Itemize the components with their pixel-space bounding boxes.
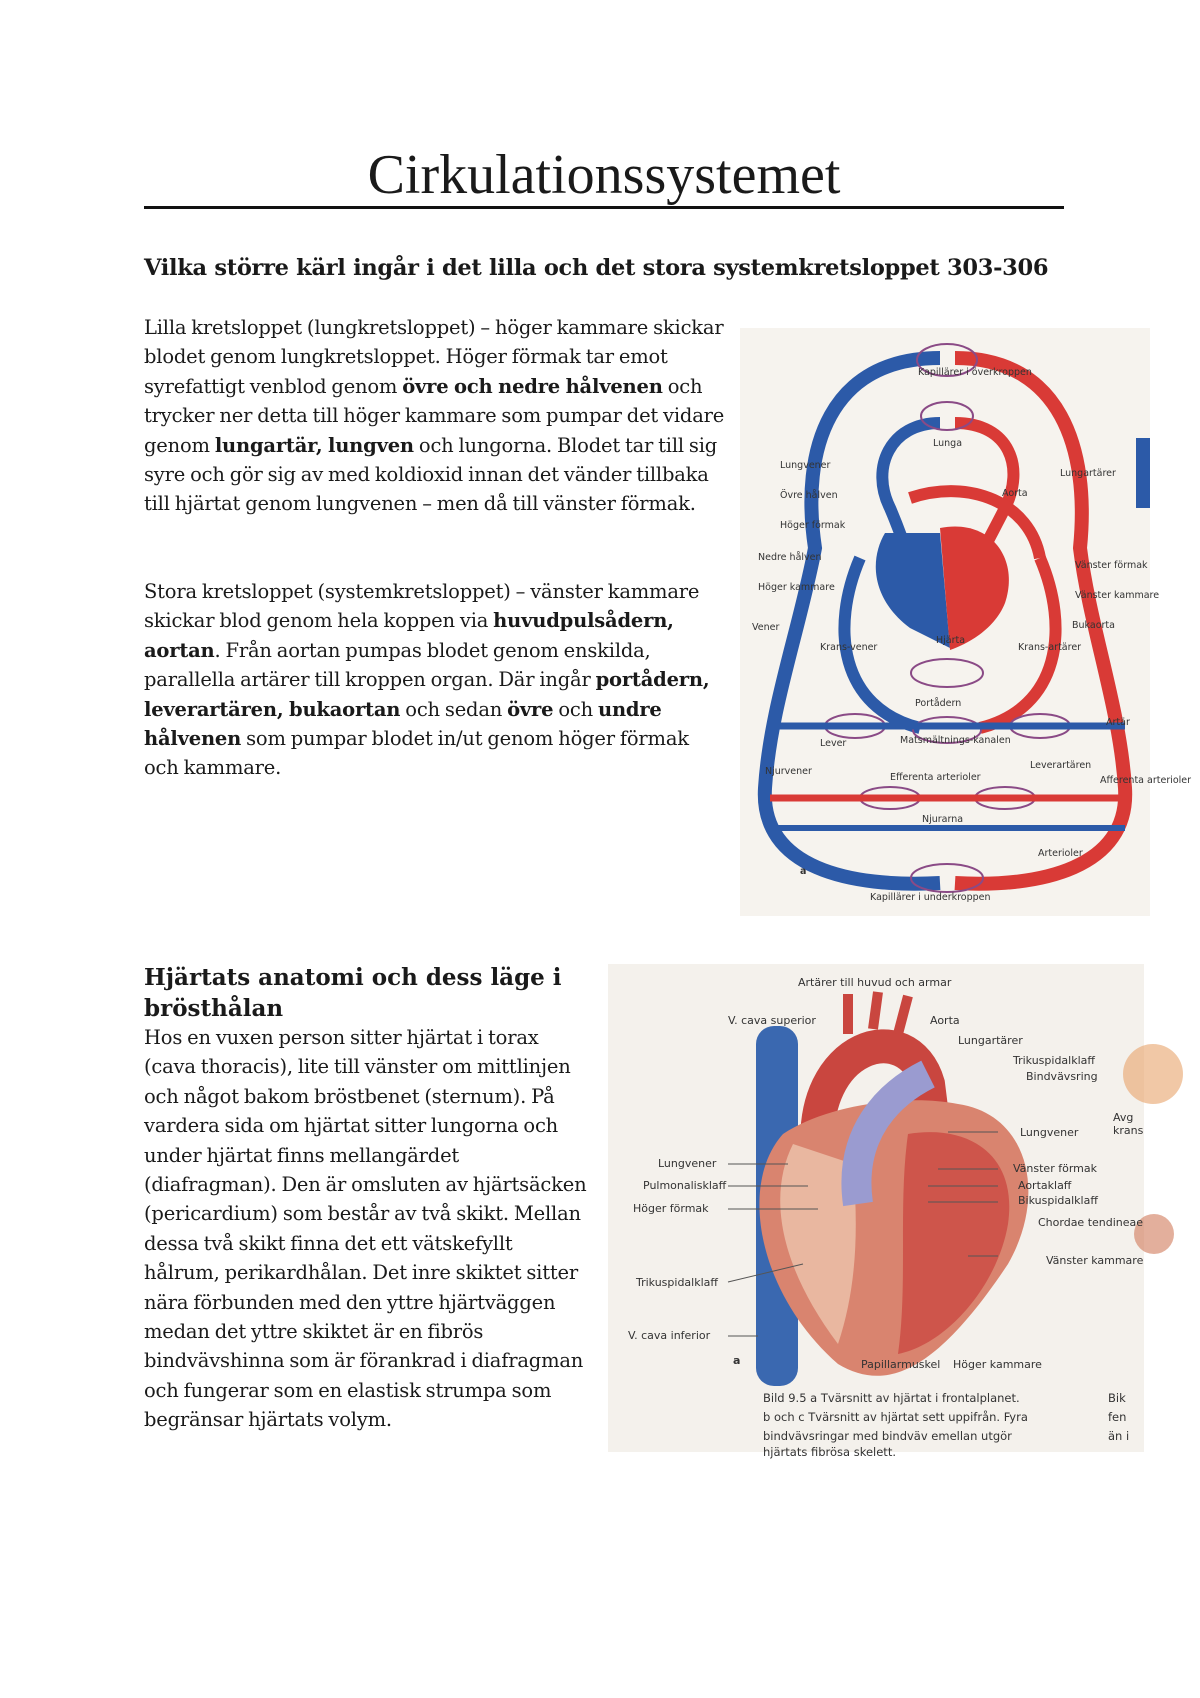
heart-anatomy-diagram (608, 964, 1144, 1459)
label-chordae: Chordae tendineae (1038, 1216, 1144, 1229)
label-kransartarer: Krans-artärer (1018, 642, 1082, 653)
title-divider (144, 206, 1064, 209)
label-afferenta: Afferenta arterioler (1100, 775, 1192, 786)
label-lungartarer: Lungartärer (1060, 468, 1116, 479)
label-hjarta: Hjärta (936, 635, 966, 646)
label-lunga: Lunga (933, 438, 963, 449)
label-matsmaltning: Matsmältnings-kanalen (900, 735, 1011, 746)
label-kapillar-over: Kapillärer i överkroppen (918, 367, 1032, 378)
label-portadern: Portådern (915, 698, 962, 709)
label-bikuspidalklaff: Bikuspidalklaff (1018, 1194, 1098, 1207)
bold-run: övre och nedre hålvenen (402, 374, 663, 398)
label-vanster-kammare: Vänster kammare (1046, 1254, 1144, 1267)
circulation-svg (740, 328, 1192, 916)
label-ovre-halven: Övre hålven (780, 490, 838, 501)
label-arterioler: Arterioler (1038, 848, 1083, 859)
label-lungvener: Lungvener (780, 460, 831, 471)
caption-line-4: hjärtats fibrösa skelett. (763, 1445, 896, 1459)
section2-heading: Hjärtats anatomi och dess läge i brösthålan (144, 964, 562, 1022)
section1-heading: Vilka större kärl ingår i det lilla och det stora systemkretsloppet 303-306 (144, 255, 1049, 281)
text-run: Lilla kretsloppet (lungkretsloppet) – höger kammare skickar blodet genom lungkretsloppet. Höger förmak tar emot syrefattigt venblod genom (144, 316, 724, 398)
circulation-diagram (740, 328, 1192, 916)
label-vener: Vener (752, 622, 780, 633)
bold-run: huvudpulsådern, aortan (144, 609, 674, 662)
label-pulmonalisklaff: Pulmonalisklaff (643, 1179, 727, 1192)
text-run: som pumpar blodet in/ut genom höger förmak och kammare. (144, 727, 689, 780)
label-avg: Avg (1113, 1111, 1134, 1124)
text-run: och sedan (400, 697, 508, 721)
label-bukaorta: Bukaorta (1072, 620, 1115, 631)
label-efferenta: Efferenta arterioler (890, 772, 981, 783)
edge-blue-tab (1136, 438, 1150, 508)
label-artarer-huvud: Artärer till huvud och armar (798, 976, 952, 989)
bold-run: undre hålvenen (144, 697, 662, 751)
label-hoger-formak: Höger förmak (780, 520, 846, 531)
label-krans: krans (1113, 1124, 1144, 1137)
side-caption-1: Bik (1108, 1391, 1126, 1405)
bold-run: övre (507, 697, 554, 721)
label-vanster-formak: Vänster förmak (1075, 560, 1148, 571)
text-run: och trycker ner detta till höger kammare som pumpar det vidare genom (144, 374, 725, 457)
label-papillarmuskel: Papillarmuskel (861, 1358, 941, 1371)
label-njurarna: Njurarna (922, 814, 964, 825)
page-title: Cirkulationssystemet (367, 144, 841, 206)
label-artar: Artär (1106, 717, 1130, 728)
text-run: Stora kretsloppet (systemkretsloppet) – vänster kammare skickar blod genom hela koppen via (144, 580, 700, 633)
label-lungartarer: Lungartärer (958, 1034, 1023, 1047)
label-vanster-kammare: Vänster kammare (1075, 590, 1160, 601)
label-vcava-sup: V. cava superior (728, 1014, 816, 1027)
text-run: och (553, 697, 598, 721)
label-a: a (800, 866, 807, 877)
label-hoger-formak: Höger förmak (633, 1202, 709, 1215)
label-nedre-halven: Nedre hålven (758, 552, 822, 563)
label-aorta: Aorta (930, 1014, 960, 1027)
label-trikuspidalklaff-top: Trikuspidalklaff (1013, 1054, 1095, 1067)
label-aorta: Aorta (1002, 488, 1028, 499)
label-vcava-inf: V. cava inferior (628, 1329, 711, 1342)
section2-paragraph: Hos en vuxen person sitter hjärtat i torax (cava thoracis), lite till vänster om mittlinjen och något bakom bröstbenet (sternum). På vardera sida om hjärtat sitter lungorna och under hjärtat finns mellangärdet (diafragman). Den är omsluten av hjärtsäcken (pericardium) som består av två skikt. Mellan dessa två skikt finna det ett vätskefyllt hålrum, perikardhålan. Det inre skiktet sitter nära förbunden med den yttre hjärtväggen medan det yttre skiktet är en fibrös bindvävshinna som är förankrad i diafragman och fungerar som en elastisk strumpa som begränsar hjärtats volym. (144, 1026, 587, 1432)
label-lever: Lever (820, 738, 847, 749)
bold-run: portådern, leverartären, bukaortan (144, 668, 710, 721)
label-hoger-kammare: Höger kammare (953, 1358, 1042, 1371)
side-caption-3: än i (1108, 1429, 1130, 1443)
text-run: och lungorna. Blodet tar till sig syre och gör sig av med koldioxid innan det vänder tillbaka till hjärtat genom lungvenen – men då till vänster förmak. (144, 433, 718, 516)
label-vanster-formak: Vänster förmak (1013, 1162, 1097, 1175)
label-lungvener-right: Lungvener (1020, 1126, 1079, 1139)
caption-line-3: bindvävsringar med bindväv emellan utgör (763, 1429, 1012, 1443)
bold-run: lungartär, lungven (214, 433, 414, 457)
label-kapillar-under: Kapillärer i underkroppen (870, 892, 991, 903)
section1-paragraph-2 (144, 577, 724, 783)
label-kransvener: Krans-vener (820, 642, 878, 653)
label-bindvavsring: Bindvävsring (1026, 1070, 1098, 1083)
label-lungvener-left: Lungvener (658, 1157, 717, 1170)
label-aortaklaff: Aortaklaff (1018, 1179, 1072, 1192)
label-trikuspidalklaff: Trikuspidalklaff (636, 1276, 718, 1289)
caption-line-2: b och c Tvärsnitt av hjärtat sett uppifrån. Fyra (763, 1410, 1028, 1424)
neighbor-figure-fragment (1123, 1044, 1183, 1104)
label-a: a (733, 1354, 741, 1367)
section1-paragraph-1 (144, 313, 729, 519)
label-leverartaren: Leverartären (1030, 760, 1092, 771)
side-caption-2: fen (1108, 1410, 1127, 1424)
caption-line-1: Bild 9.5 a Tvärsnitt av hjärtat i frontalplanet. (763, 1391, 1020, 1405)
heart-svg (608, 964, 1144, 1459)
label-njurvener: Njurvener (765, 766, 812, 777)
text-run: . Från aortan pumpas blodet genom enskilda, parallella artärer till kroppen organ. Där ingår (144, 638, 651, 692)
label-hoger-kammare: Höger kammare (758, 582, 835, 593)
